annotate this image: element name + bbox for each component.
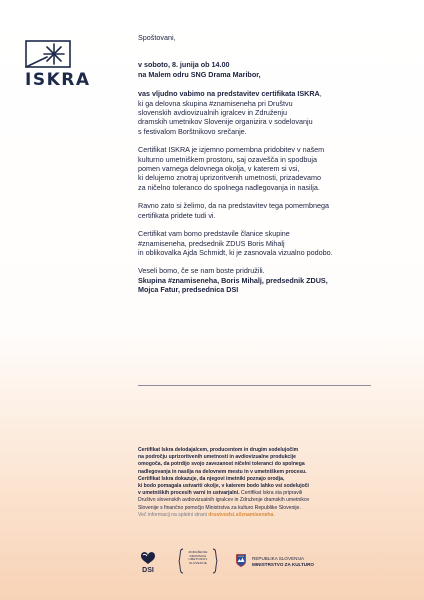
more-info-period: . xyxy=(273,511,275,518)
footnote-line: na področju uprizoritvenih umetnosti in avdiovizualne produkcije xyxy=(138,454,296,461)
signature-line: Skupina #znamiseneha, Boris Mihalj, predsednik ZDUS, xyxy=(138,275,328,285)
footnote-line: omogoča, da potrdijo svojo zavezanost ničelni toleranci do spolnega xyxy=(138,461,305,468)
certificate-footnote xyxy=(138,447,400,519)
closing-line: Veseli bomo, če se nam boste pridružili. xyxy=(138,266,265,276)
paragraph-line: za ničelno toleranco do spolnega nadlegovanja in nasilja. xyxy=(138,182,320,192)
zdus-logo xyxy=(178,548,218,574)
footnote-line: v umetniških procesih varni in ustvarjalni. xyxy=(138,490,240,497)
presenters-paragraph xyxy=(138,229,400,257)
invite-bold: vas vljudno vabimo na predstavitev certifikata ISKRA xyxy=(138,89,320,99)
partner-logos xyxy=(0,548,424,574)
invite-line: slovenskih avdiovizualnih igralcev in Združenju xyxy=(138,108,288,118)
iskra-logo xyxy=(25,40,91,90)
invite-line: dramskih umetnikov Slovenije organizira v sodelovanju xyxy=(138,117,313,127)
more-info-link[interactable]: drustvodsi.si/znamiseneha xyxy=(208,511,274,518)
ministry-line-2: MINISTRSTVO ZA KULTURO xyxy=(252,561,315,567)
zdus-logo-text: ZDRUŽENJE DRAMSKIH UMETNIKOV SLOVENIJE xyxy=(188,550,208,565)
paragraph-line: Ravno zato si želimo, da na predstavitev tega pomembnega xyxy=(138,201,329,211)
paragraph-line: kulturno umetniškem prostoru, saj ozavešča in spodbuja xyxy=(138,154,317,164)
paragraph-line: pomen varnega delovnega okolja, v katerem si vsi, xyxy=(138,164,300,174)
svg-text:DSI: DSI xyxy=(142,567,154,574)
ministry-logo xyxy=(236,554,356,570)
ministry-text xyxy=(252,556,314,567)
wish-paragraph xyxy=(138,201,400,220)
footnote-line: Slovenije s finančno pomočjo Ministrstva za kulturo Republike Slovenije. xyxy=(138,504,301,511)
footnote-line: Društvo slovenskih avdiovizualnih igralcev in Združenje dramskih umetnikov xyxy=(138,497,310,504)
certificate-paragraph xyxy=(138,145,400,192)
paragraph-line: ki delujemo znotraj uprizoritvenih umetnosti, prizadevamo xyxy=(138,173,321,183)
invitation-letter xyxy=(138,33,400,295)
paragraph-line: in oblikovalka Ajda Schmidt, ki je zasnovala vizualno podobo. xyxy=(138,247,333,257)
greeting: Spoštovani, xyxy=(138,33,176,42)
iskra-spark-icon xyxy=(25,40,71,68)
divider xyxy=(138,385,371,386)
footnote-line: ki bodo pomagala ustvariti okolje, v katerem bodo lahko vsi sodelujoči xyxy=(138,483,309,490)
footnote-line: nadlegovanja in nasilja na delovnem mestu in v umetniškem procesu. xyxy=(138,468,307,475)
paragraph-line: Certifikat vam bomo predstavile članice skupine xyxy=(138,229,290,239)
invite-line: s festivalom Borštnikovo srečanje. xyxy=(138,126,247,136)
paragraph-line: #znamiseneha, predsednik ZDUS Boris Mihalj xyxy=(138,238,285,248)
ministry-line-1: REPUBLIKA SLOVENIJA xyxy=(252,556,305,561)
signature xyxy=(138,276,400,295)
slovenia-crest-icon xyxy=(236,554,246,567)
dsi-logo-icon xyxy=(138,550,158,574)
iskra-wordmark: ISKRA xyxy=(25,70,91,90)
more-info-text: Več informacij na spletni strani xyxy=(138,511,207,518)
footnote-line: Certifikat Iskra delodajalcem, producentom in drugim sodelujočim xyxy=(138,447,299,453)
invite-line: ki ga delovna skupina #znamiseneha pri Društvu xyxy=(138,98,293,108)
paragraph-line: Certifikat ISKRA je izjemno pomembna pridobitev v našem xyxy=(138,145,325,155)
signature-line: Mojca Fatur, predsednica DSI xyxy=(138,285,239,295)
event-date: v soboto, 8. junija ob 14.00 xyxy=(138,60,230,70)
footnote-line: Certifikat Iskra sta pripravili xyxy=(241,490,303,497)
invite-paragraph: vas vljudno vabimo na predstavitev certifikata ISKRA, ki ga delovna skupina #znamiseneha pri Društvu slovenskih avdiovizualnih igralcev in Združenju dramskih umetnikov Slovenije organizira v sodelovanju s festivalom Borštnikovo srečanje. xyxy=(138,89,322,136)
footnote-line: Certifikat Iskra dokazuje, da njegovi imetniki poznajo orodja, xyxy=(138,475,285,482)
event-venue: na Malem odru SNG Drama Maribor, xyxy=(138,69,261,79)
paragraph-line: certifikata pridete tudi vi. xyxy=(138,210,216,220)
